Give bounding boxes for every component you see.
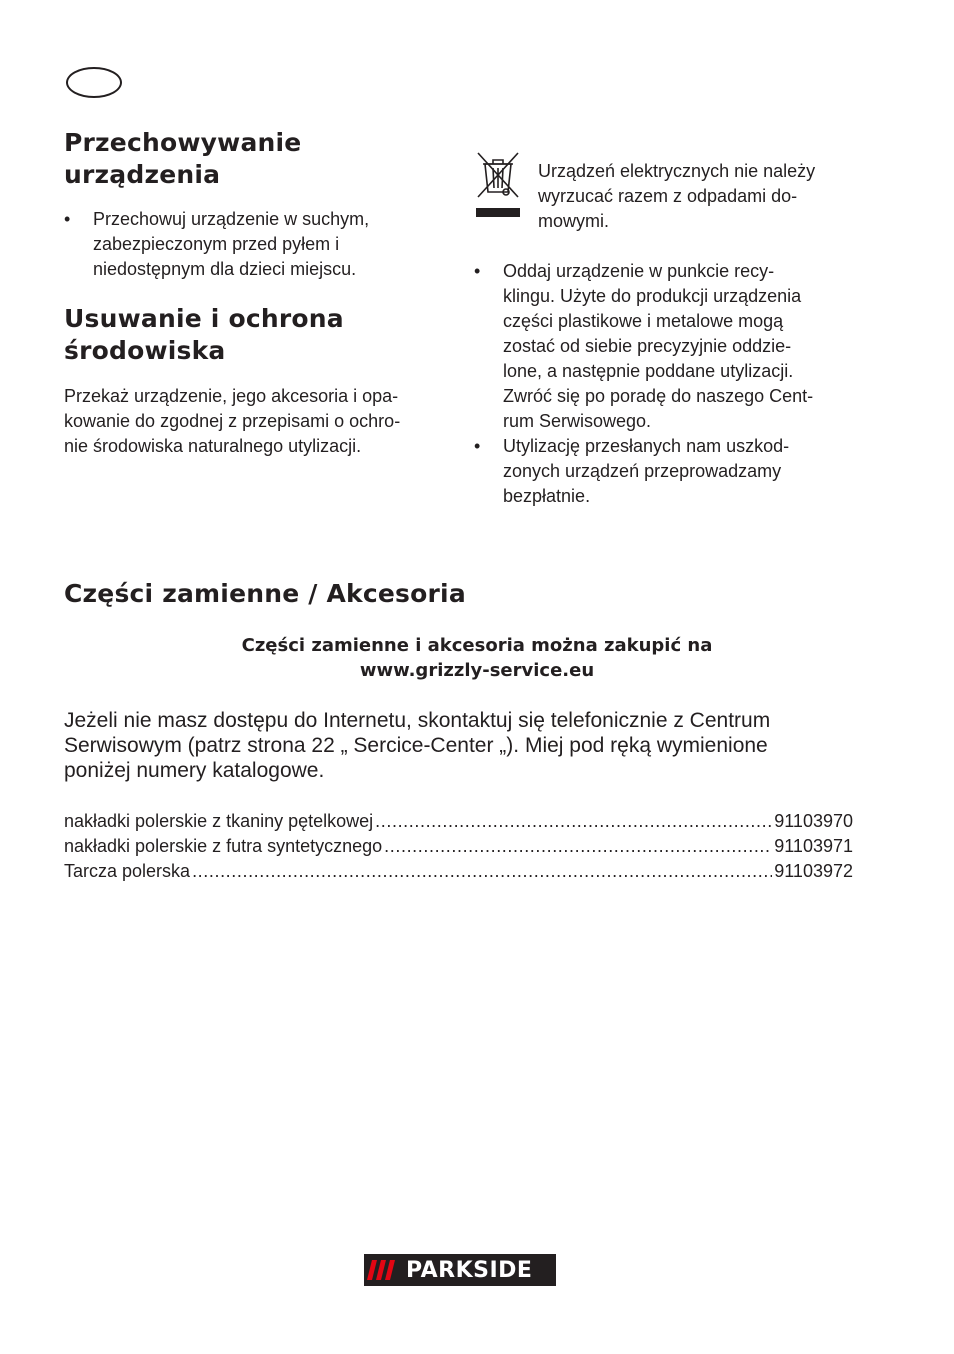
contact-paragraph: Jeżeli nie masz dostępu do Internetu, skontaktuj się telefonicznie z Centrum Serwisowym (patrz strona 22 „ Sercice-Center „). Miej pod ręką wymienione poniżej numery katalogowe. (64, 709, 771, 782)
shop-info (64, 633, 890, 683)
disposal-paragraph: Przekaż urządzenie, jego akcesoria i opa- kowanie do zgodnej z przepisami o ochro- nie środowiska naturalnego utylizacji. (64, 386, 401, 456)
language-badge-oval (66, 67, 122, 98)
part-name: Tarcza polerska (64, 861, 191, 881)
parts-list (64, 809, 853, 884)
part-name: nakładki polerskie z tkaniny pętelkowej (64, 811, 374, 831)
part-number: 91103972 (774, 861, 853, 881)
part-number: 91103971 (774, 836, 853, 856)
disposal-heading-line1: Usuwanie i ochrona (64, 304, 344, 333)
storage-heading (64, 127, 301, 191)
bullet-dot: • (474, 436, 481, 456)
parts-row (64, 834, 853, 859)
bullet-dot: • (64, 209, 71, 229)
dot-leader (375, 809, 772, 834)
disposal-heading (64, 303, 344, 367)
spare-parts-heading: Części zamienne / Akcesoria (64, 579, 466, 608)
logo-slashes-icon (364, 1254, 402, 1286)
list-item: • Utylizację przesłanych nam uszkod- zonych urządzeń przeprowadzamy bezpłatnie. (474, 436, 790, 506)
weee-bullet-list (474, 259, 894, 509)
parts-row (64, 859, 853, 884)
storage-bullet-list (64, 207, 444, 282)
part-number: 91103970 (774, 811, 853, 831)
logo-text: PARKSIDE (406, 1257, 533, 1283)
storage-heading-line2: urządzenia (64, 160, 221, 189)
parkside-logo (364, 1254, 556, 1286)
dot-leader (384, 834, 772, 859)
storage-heading-line1: Przechowywanie (64, 128, 302, 157)
shop-info-line: Części zamienne i akcesoria można zakupić na (241, 635, 713, 656)
bullet-dot: • (474, 261, 481, 281)
list-item: • Przechowuj urządzenie w suchym, zabezpieczonym przed pyłem i niedostępnym dla dzieci miejscu. (64, 209, 370, 279)
weee-note: Urządzeń elektrycznych nie należy wyrzucać razem z odpadami do- mowymi. (538, 161, 816, 231)
part-name: nakładki polerskie z futra syntetycznego (64, 836, 383, 856)
disposal-heading-line2: środowiska (64, 336, 226, 365)
crossed-out-wheelie-bin-icon (473, 150, 523, 220)
dot-leader (192, 859, 772, 884)
parts-row (64, 809, 853, 834)
shop-url-link[interactable]: www.grizzly-service.eu (359, 660, 595, 681)
list-item: • Oddaj urządzenie w punkcie recy- klingu. Użyte do produkcji urządzenia części plastikowe i metalowe mogą zostać od siebie precyzyjnie oddzie- lone, a następnie poddane utylizacji. Zwróć się po poradę do naszego Cent- rum Serwisowego. (474, 261, 814, 431)
